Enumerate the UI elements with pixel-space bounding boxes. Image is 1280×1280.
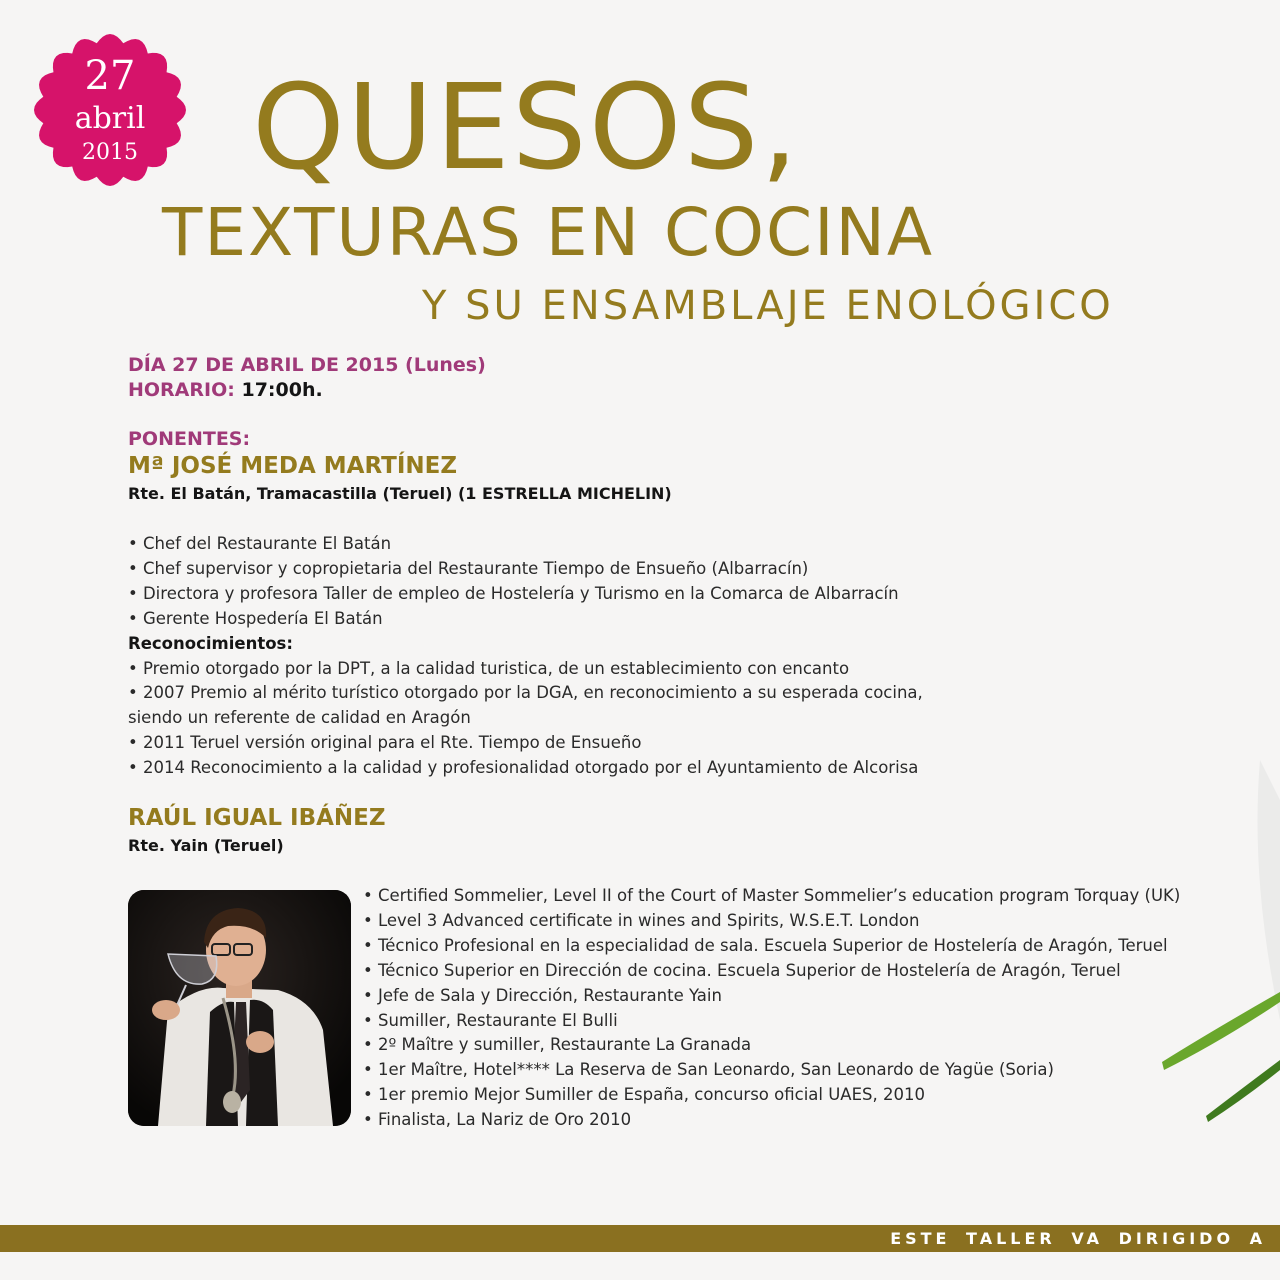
- speaker1-name: Mª JOSÉ MEDA MARTÍNEZ: [128, 453, 458, 479]
- title-line-3: Y SU ENSAMBLAJE ENOLÓGICO: [422, 283, 1114, 329]
- list-item: • 2011 Teruel versión original para el Rte. Tiempo de Ensueño: [128, 733, 642, 753]
- event-schedule: [128, 378, 323, 402]
- badge-text: [32, 32, 188, 188]
- footer-text: ESTE TALLER VA DIRIGIDO A: [890, 1229, 1266, 1248]
- list-item: • Técnico Profesional en la especialidad de sala. Escuela Superior de Hostelería de Aragón, Teruel: [363, 935, 1168, 955]
- schedule-label: HORARIO:: [128, 379, 235, 401]
- list-item: • Chef del Restaurante El Batán: [128, 534, 392, 553]
- speaker2-restaurant: Rte. Yain (Teruel): [128, 836, 284, 855]
- awards-label: Reconocimientos:: [128, 633, 293, 653]
- list-item: • Certified Sommelier, Level II of the Court of Master Sommelier’s education program Torquay (UK): [363, 886, 1181, 905]
- speaker1-restaurant: Rte. El Batán, Tramacastilla (Teruel) (1 ESTRELLA MICHELIN): [128, 484, 672, 503]
- event-date: DÍA 27 DE ABRIL DE 2015 (Lunes): [128, 354, 486, 376]
- badge-month: abril: [74, 101, 146, 136]
- list-item: • 2014 Reconocimiento a la calidad y profesionalidad otorgado por el Ayuntamiento de Alcorisa: [128, 758, 919, 778]
- list-item: • Gerente Hospedería El Batán: [128, 608, 383, 628]
- badge-year: 2015: [82, 140, 138, 165]
- list-item: • Sumiller, Restaurante El Bulli: [363, 1010, 618, 1030]
- speaker2-photo: [128, 890, 351, 1126]
- footer-bar: [0, 1225, 1280, 1252]
- title-line-2: TEXTURAS EN COCINA: [162, 194, 935, 271]
- date-badge: [32, 32, 188, 188]
- list-item: • Jefe de Sala y Dirección, Restaurante Yain: [363, 985, 722, 1005]
- list-item: • Técnico Superior en Dirección de cocina. Escuela Superior de Hostelería de Aragón, Teruel: [363, 960, 1121, 980]
- list-item: • Level 3 Advanced certificate in wines and Spirits, W.S.E.T. London: [363, 910, 920, 930]
- list-item: • 1er premio Mejor Sumiller de España, concurso oficial UAES, 2010: [363, 1085, 925, 1105]
- list-item: • 1er Maître, Hotel**** La Reserva de San Leonardo, San Leonardo de Yagüe (Soria): [363, 1060, 1054, 1080]
- title-line-1: QUESOS,: [252, 58, 800, 196]
- schedule-value: 17:00h.: [241, 379, 323, 401]
- speaker2-name: RAÚL IGUAL IBÁÑEZ: [128, 805, 386, 831]
- badge-day: 27: [84, 53, 136, 99]
- list-item: • 2º Maître y sumiller, Restaurante La Granada: [363, 1035, 752, 1055]
- sommelier-illustration: [128, 890, 351, 1126]
- list-item: • Directora y profesora Taller de empleo de Hostelería y Turismo en la Comarca de Albarracín: [128, 583, 899, 603]
- speaker2-details: [363, 884, 1180, 1133]
- decorative-leaves: [1140, 760, 1280, 1140]
- speaker1-details: [128, 532, 923, 781]
- list-item: • Premio otorgado por la DPT, a la calidad turistica, de un establecimiento con encanto: [128, 658, 850, 678]
- list-item: • Chef supervisor y copropietaria del Restaurante Tiempo de Ensueño (Albarracín): [128, 558, 809, 578]
- list-item: • 2007 Premio al mérito turístico otorgado por la DGA, en reconocimiento a su esperada cocina,: [128, 683, 923, 703]
- list-item: • Finalista, La Nariz de Oro 2010: [363, 1110, 632, 1130]
- list-item: siendo un referente de calidad en Aragón: [128, 708, 471, 728]
- speakers-label: PONENTES:: [128, 428, 251, 450]
